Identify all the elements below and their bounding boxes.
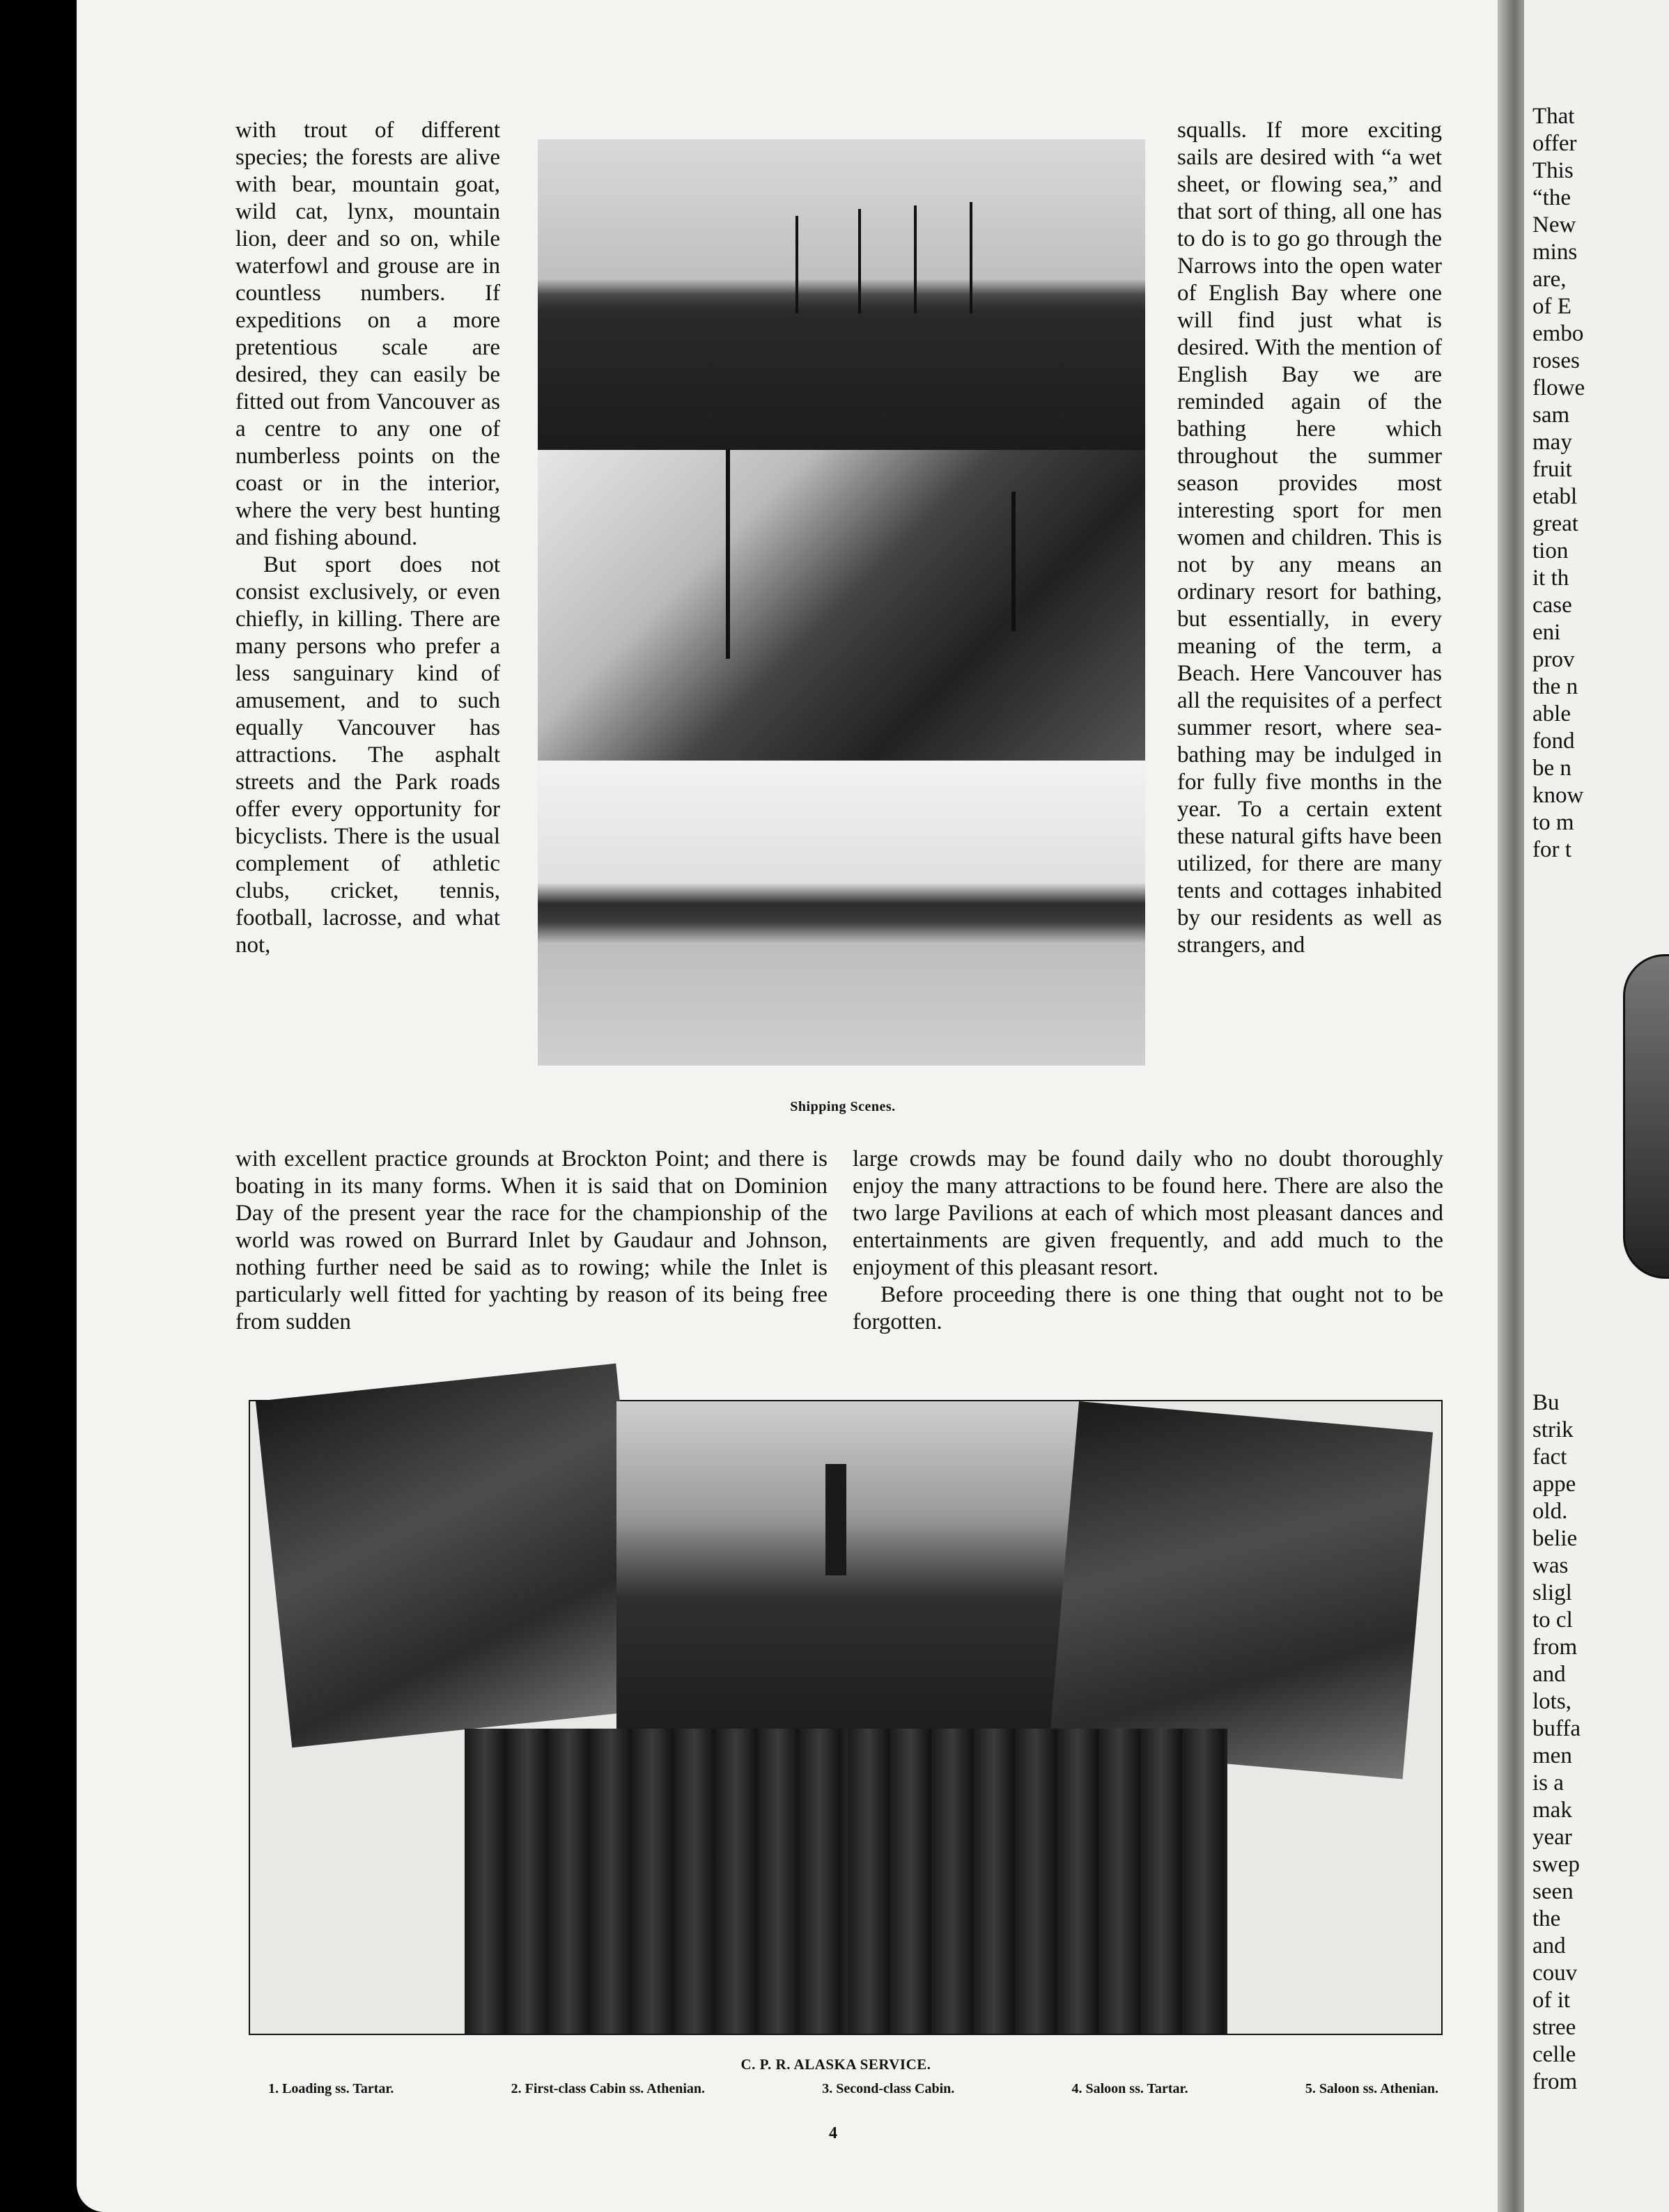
second-class-cabin-photo <box>1048 1401 1433 1779</box>
text-fragment: fact <box>1532 1444 1567 1470</box>
text-fragment: able <box>1532 701 1571 726</box>
paragraph: But sport does not consist exclusively, or even chiefly, in killing. There are many persons who prefer a less sanguinary kind of amusement, and to such equally Vancouver has attractions. The asphalt streets and the Park roads offer every opportunity for bicyclists. There is the usual complement of athletic clubs, cricket, tennis, football, lacrosse, and what not, <box>235 552 500 958</box>
shipping-caption: Shipping Scenes. <box>790 1099 896 1114</box>
text-fragment: buffa <box>1532 1716 1581 1741</box>
text-fragment: lots, <box>1532 1689 1571 1714</box>
shipping-photo-1 <box>538 139 1145 450</box>
text-fragment: from <box>1532 2069 1578 2094</box>
bottom-right-column <box>853 1146 1443 1336</box>
text-fragment: That <box>1532 104 1575 129</box>
shipping-photo-3 <box>538 761 1145 1066</box>
paragraph: squalls. If more exciting sails are desired with “a wet sheet, or flowing sea,” and that sort of thing, all one has to do is to go go through the Narrows into the open water of English Bay where one will find just what is desired. With the mention of English Bay we are reminded again of the bathing here which throughout the summer season provides most interesting sport for men women and children. This is not by any means an ordinary resort for bathing, but essentially, in every meaning of the term, a Beach. Here Vancouver has all the requisites of a perfect summer resort, where sea-bathing may be indulged in for fully five months in the year. To a certain extent these natural gifts have been utilized, for there are many tents and cottages inhabited by our residents as well as strangers, and <box>1177 118 1442 958</box>
text-fragment: old. <box>1532 1499 1568 1524</box>
text-fragment: strik <box>1532 1417 1574 1442</box>
ship-mast <box>858 209 861 313</box>
text-fragment: know <box>1532 783 1584 808</box>
text-fragment: eni <box>1532 620 1561 645</box>
text-fragment: of it <box>1532 1988 1571 2013</box>
right-page-fragment-column-2 <box>1532 1389 1665 2096</box>
paragraph: with trout of different species; the forests are alive with bear, mountain goat, wild cat, lynx, mountain lion, deer and so on, while waterfowl and grouse are in countless numbers. If expeditions on a more pretentious scale are desired, they can easily be fitted out from Vancouver as a centre to any one of numberless points on the coast or in the interior, where the very best hunting and fishing abound. <box>235 118 500 550</box>
text-fragment: and <box>1532 1662 1566 1687</box>
ship-mast <box>795 216 798 313</box>
ship-mast <box>1011 492 1016 631</box>
paragraph: with excellent practice grounds at Brockton Point; and there is boating in its many forms. When it is said that on Dominion Day of the present year the race for the championship of the world was rowed on Burrard Inlet by Gaudaur and Johnson, nothing further need be said as to rowing; while the Inlet is particularly well fitted for yachting by reason of its being free from sudden <box>235 1146 828 1334</box>
text-fragment: fruit <box>1532 457 1572 482</box>
text-fragment: couv <box>1532 1961 1578 1986</box>
text-fragment: may <box>1532 430 1572 455</box>
saloon-athenian-photo <box>848 1729 1227 2034</box>
text-fragment: swep <box>1532 1852 1580 1877</box>
text-fragment: and <box>1532 1933 1566 1958</box>
right-column <box>1177 117 1442 959</box>
text-fragment: roses <box>1532 348 1580 373</box>
text-fragment: “the <box>1532 185 1571 210</box>
text-fragment: be n <box>1532 756 1571 781</box>
ship-mast <box>726 450 730 659</box>
text-fragment: belie <box>1532 1526 1578 1551</box>
text-fragment: Bu <box>1532 1390 1560 1415</box>
alaska-legend <box>268 2081 1438 2097</box>
text-fragment: was <box>1532 1553 1569 1578</box>
text-fragment: etabl <box>1532 484 1578 509</box>
text-fragment: New <box>1532 212 1576 237</box>
text-fragment: the <box>1532 1906 1561 1931</box>
paragraph: large crowds may be found daily who no doubt thoroughly enjoy the many attractions to be found here. There are also the two large Pavilions at each of which most pleasant dances and entertainments are given frequently, and add much to the enjoyment of this pleasant resort. <box>853 1146 1443 1280</box>
text-fragment: This <box>1532 158 1574 183</box>
text-fragment: flowe <box>1532 375 1585 400</box>
text-fragment: great <box>1532 511 1578 536</box>
legend-item: 5. Saloon ss. Athenian. <box>1305 2081 1438 2096</box>
shipping-photo-2 <box>538 450 1145 761</box>
first-class-cabin-photo <box>256 1364 652 1748</box>
text-fragment: fond <box>1532 729 1575 754</box>
loading-tartar-photo <box>616 1401 1079 1729</box>
text-fragment: year <box>1532 1825 1572 1850</box>
text-fragment: for t <box>1532 837 1571 862</box>
paragraph: Before proceeding there is one thing that ought not to be forgotten. <box>853 1282 1443 1334</box>
saloon-tartar-photo <box>465 1729 848 2034</box>
text-fragment: is a <box>1532 1770 1564 1796</box>
text-fragment: from <box>1532 1635 1578 1660</box>
left-column <box>235 117 500 959</box>
text-fragment: are, <box>1532 267 1567 292</box>
bottom-left-column <box>235 1146 828 1336</box>
text-fragment: sligl <box>1532 1580 1572 1605</box>
text-fragment: appe <box>1532 1472 1576 1497</box>
text-fragment: men <box>1532 1743 1572 1768</box>
text-fragment: to cl <box>1532 1607 1573 1633</box>
text-fragment: sam <box>1532 403 1570 428</box>
text-fragment: tion <box>1532 538 1569 563</box>
text-fragment: stree <box>1532 2015 1576 2040</box>
alaska-title: C. P. R. ALASKA SERVICE. <box>740 2056 931 2073</box>
text-fragment: it th <box>1532 566 1569 591</box>
text-fragment: prov <box>1532 647 1575 672</box>
text-fragment: celle <box>1532 2042 1576 2067</box>
legend-item: 2. First-class Cabin ss. Athenian. <box>511 2081 706 2096</box>
legend-item: 3. Second-class Cabin. <box>822 2081 955 2096</box>
text-fragment: mak <box>1532 1798 1572 1823</box>
text-fragment: to m <box>1532 810 1574 835</box>
text-fragment: offer <box>1532 131 1577 156</box>
alaska-collage <box>249 1400 1443 2035</box>
text-fragment: case <box>1532 593 1572 618</box>
ship-funnel <box>825 1464 846 1575</box>
ship-mast <box>914 205 917 313</box>
text-fragment: seen <box>1532 1879 1574 1904</box>
text-fragment: the n <box>1532 674 1578 699</box>
right-page-photo-edge <box>1623 954 1669 1279</box>
text-fragment: embo <box>1532 321 1584 346</box>
right-page-fragment-column <box>1532 103 1665 864</box>
legend-item: 4. Saloon ss. Tartar. <box>1071 2081 1188 2096</box>
text-fragment: mins <box>1532 240 1578 265</box>
page-number: 4 <box>829 2124 837 2142</box>
ship-mast <box>970 202 972 313</box>
text-fragment: of E <box>1532 294 1571 319</box>
legend-item: 1. Loading ss. Tartar. <box>268 2081 394 2096</box>
